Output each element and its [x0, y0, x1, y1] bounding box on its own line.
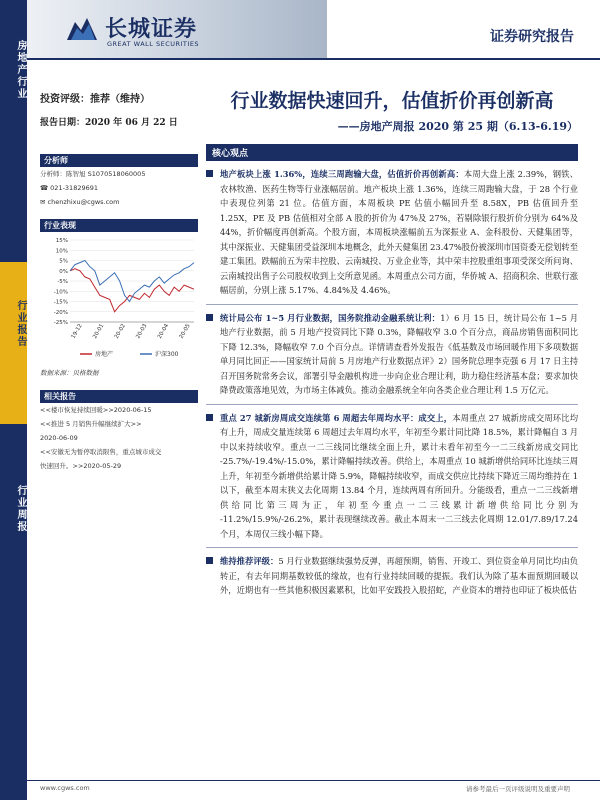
core-point-1 — [206, 167, 578, 298]
core-point-1-lead: 地产板块上涨 1.36%，连续三周跑输大盘，估值折价再创新高： — [220, 169, 464, 179]
y-tick-label: -25% — [53, 320, 68, 326]
core-point-2-lead: 统计局公布 1~5 月行业数据，国务院推动金融系统让利： — [220, 312, 441, 323]
y-tick-label: 5% — [59, 258, 68, 265]
core-point-2 — [206, 311, 578, 398]
analyst-email[interactable]: chenzhixu@cgws.com — [47, 198, 120, 206]
core-point-4-body: 5 月行业数据继续强势反弹，再超预期，销售、开竣工、到位资金单月同比均由负转正，有去年同期基数较低的缘故，也有行业持续回暖的提振。我们认为除了基本面预期回暖以外，近期也有一些其他积极因素累积，比如平安践投入股招蛇，产业资本的增持也印证了板块低估 — [220, 556, 578, 595]
y-tick-label: -5% — [57, 279, 68, 285]
chart-source: 数据来源：贝格数据 — [40, 369, 99, 377]
sidebar-label-middle: 行业报告 — [15, 300, 26, 348]
bullet-square-icon — [206, 314, 213, 321]
related-report-2-date: 2020-06-09 — [40, 434, 78, 442]
left-column — [40, 90, 198, 473]
great-wall-logo-icon — [65, 14, 99, 42]
phone-icon: ☎ — [40, 184, 51, 192]
legend-label: 沪深300 — [155, 351, 179, 358]
related-report-3[interactable]: <<安徽无为暂停取消限售，重点城市成交 — [40, 448, 162, 456]
footer-divider — [27, 780, 600, 781]
core-point-4-lead: 维持推荐评级： — [220, 556, 279, 566]
core-point-3-body: 本周重点 27 城新房成交周环比均有上升，周成交量连续第 6 周超过去年周均水平，年初至今累计同比降 18.5%，累计降幅自 3 月中以来持续收窄。重点一二三线同比继续全面上升，累计未看年初至今一二三线新房成交同比 -25.7%/-19.4%/-15.0%，累计降幅持续改善。供给上，本周重点 10 城新增供给同环比连续三周上升，年初至今新增供给累计降 5.9%，降幅持续收窄，而成交供应比持续下降近三周均维持在 1 以下，截至本周末狭义去化周期 13.84 个月，连续两周有所回升。分能级看，重点一二三线新增供给同比第三周为正，年初至今重点一二三线累计新增供给同比分别为 -11.2%/15.9%/-26.2%，累计表现继续改善。截止本周末一二三线去化周期 12.01/7.89/17.24 个月，本周仅三线小幅下降。 — [220, 412, 578, 539]
sidebar-label-top: 房地产行业 — [15, 40, 26, 100]
report-date: 报告日期：2020 年 06 月 22 日 — [40, 118, 178, 128]
header-divider — [27, 58, 600, 60]
related-report-2[interactable]: <<推进 5 月销售升幅继续扩大>> — [40, 420, 142, 428]
main-column — [206, 88, 578, 598]
core-view-title: 核心观点 — [206, 144, 578, 161]
x-tick-label: 20-01 — [92, 323, 106, 340]
section-divider — [206, 547, 578, 548]
section-divider — [206, 404, 578, 405]
page-header — [27, 0, 600, 78]
x-tick-label: 20-04 — [156, 323, 171, 340]
core-point-3 — [206, 411, 578, 542]
analyst-phone: 021-31829691 — [50, 184, 99, 192]
legend-label: 房地产 — [95, 351, 114, 358]
y-tick-label: 10% — [55, 248, 68, 255]
y-tick-label: 15% — [55, 238, 68, 244]
x-tick-label: 20-05 — [178, 323, 192, 340]
analyst-box-title: 分析师 — [40, 154, 198, 167]
section-divider — [206, 304, 578, 305]
bullet-square-icon — [206, 414, 213, 421]
core-point-4 — [206, 554, 578, 598]
y-tick-label: -20% — [53, 309, 68, 316]
x-tick-label: 19-12 — [70, 323, 84, 340]
y-tick-label: 0% — [59, 268, 68, 275]
related-reports-title: 相关报告 — [40, 390, 198, 403]
industry-performance-chart — [40, 232, 198, 362]
investment-rating: 投资评级：推荐（维持） — [40, 94, 150, 105]
logo-text-cn: 长城证券 — [105, 16, 198, 42]
email-icon: ✉ — [40, 198, 48, 206]
report-type: 证券研究报告 — [490, 29, 574, 45]
analyst-name: 分析师：陈智旭 S1070518060005 — [40, 170, 146, 178]
y-tick-label: -10% — [53, 289, 68, 296]
sidebar-label-bottom: 行业周报 — [15, 485, 26, 533]
y-tick-label: -15% — [53, 299, 68, 306]
left-sidebar — [0, 0, 27, 800]
footer-website[interactable]: www.cgws.com — [40, 784, 90, 792]
series-line-1 — [70, 269, 194, 312]
footer-disclaimer: 请参考最后一页评级说明及重要声明 — [466, 785, 570, 793]
logo-text-en: GREAT WALL SECURITIES — [107, 40, 200, 48]
x-tick-label: 20-03 — [135, 323, 149, 340]
report-subtitle: ——房地产周报 2020 第 25 期（6.13-6.19） — [337, 120, 578, 133]
bullet-square-icon — [206, 557, 213, 564]
analyst-email-row — [40, 195, 198, 209]
chart-box-title: 行业表现 — [40, 219, 198, 232]
x-tick-label: 20-02 — [113, 323, 127, 340]
core-point-1-body: 本周大盘上涨 2.39%，钢铁、农林牧渔、医药生物等行业涨幅居前。地产板块上涨 1.36%，连续三周跑输大盘，于 28 个行业中表现位列第 21 位。估值方面，本周板块 PE 估值小幅回升至 8.58X，PB 估值回升至 1.25X，PE 及 PB 估值相对全部 A 股的折价为 47%及 27%，若剔除银行股折价分别为 64%及 44%，折价幅度再创新高。个股方面，本周板块涨幅前五为深振业 A、金科股份、天健集团等，其中深振业、天健集团受益深圳本地概念，此外天健集团 23.47%股份被深圳市国资委无偿划转至建工集团。跌幅前五为荣丰控股、云南城投、万业企业等，其中荣丰控股重组事项受深交所问询、云南城投出售子公司股权收到上交所意见函。本周重点公司方面，华侨城 A、招商积余、世联行涨幅居前，分别上涨 5.17%、4.84%及 4.46%。 — [220, 169, 578, 295]
related-report-3-date: 快速回升。>>2020-05-29 — [40, 462, 122, 470]
related-report-1[interactable]: <<楼市恢复持续回暖>>2020-06-15 — [40, 406, 152, 414]
analyst-phone-row — [40, 181, 198, 195]
report-title: 行业数据快速回升，估值折价再创新高 — [230, 90, 554, 112]
core-point-2-body: 1）6 月 15 日，统计局公布 1~5 月地产行业数据，前 5 月地产投资同比下降 0.3%，降幅收窄 3.0 个百分点，商品房销售面积同比下降 12.3%，降幅收窄 7.0 个百分点。详情请查看外发报告《低基数及市场回暖作用下多项数据单月同比回正——国家统计局前 5 月房地产行业数据点评》2）国务院总理李克强 6 月 17 日主持召开国务院常务会议，部署引导金融机构进一步向企业合理让利，助力稳住经济基本盘；要求加快降费政策落地见效，为市场主体减负。推动金融系统全年向各类企业合理让利 1.5 万亿元。 — [220, 312, 579, 395]
bullet-square-icon — [206, 170, 213, 177]
core-point-3-lead: 重点 27 城新房周成交连续第 6 周超去年周均水平：成交上， — [220, 412, 453, 423]
